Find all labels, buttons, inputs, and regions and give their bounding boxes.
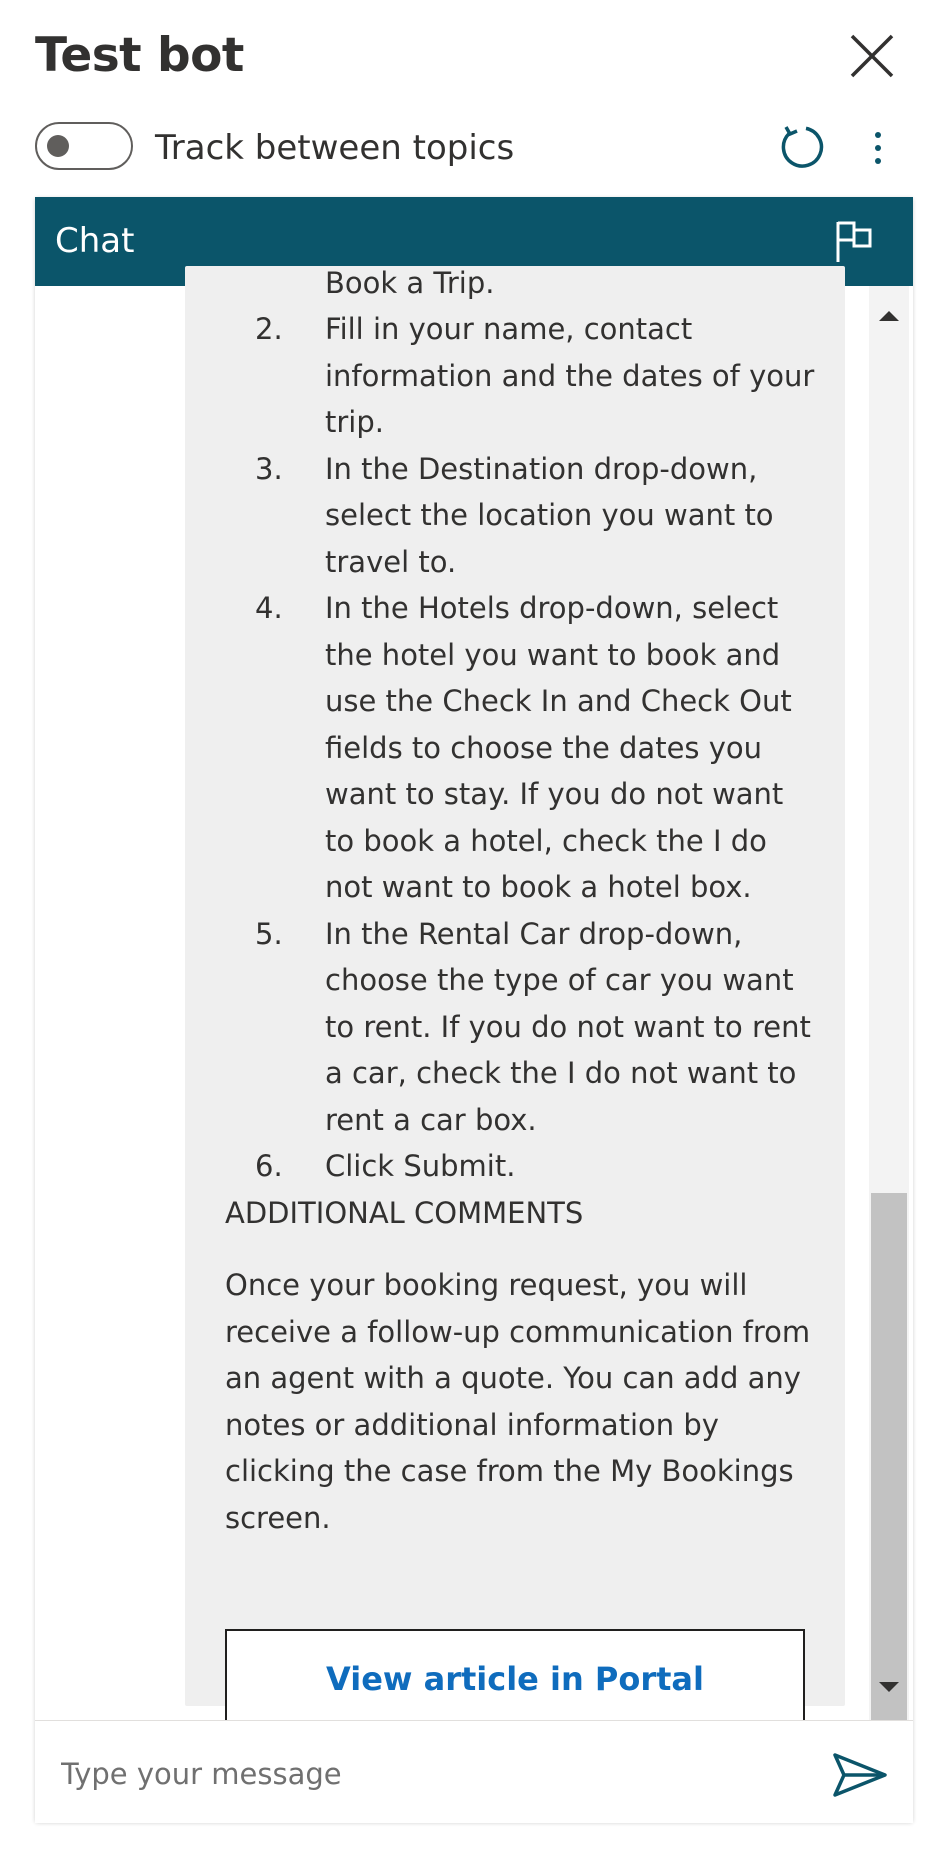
- steps-list: [225, 306, 815, 1190]
- chat-panel: [35, 197, 913, 1822]
- flag-icon: [832, 218, 876, 264]
- more-vertical-icon: [866, 128, 890, 168]
- list-item: 6. Click Submit.: [255, 1149, 516, 1183]
- list-item: 2. Fill in your name, contact information and the dates of your trip.: [255, 312, 815, 439]
- message-composer: [35, 1720, 913, 1823]
- scrollbar[interactable]: [869, 286, 909, 1720]
- message-list[interactable]: [35, 266, 913, 1720]
- list-item: 4. In the Hotels drop-down, select the hotel you want to book and use the Check In and Check Out fields to choose the dates you want to stay. If you do not want to book a hotel, check the I do not want to book a hotel box.: [255, 591, 792, 904]
- list-item: 3. In the Destination drop-down, select the location you want to travel to.: [255, 451, 774, 579]
- refresh-button[interactable]: [780, 124, 826, 170]
- partial-line: Book a Trip.: [325, 266, 495, 300]
- scroll-thumb[interactable]: [871, 1193, 907, 1729]
- close-icon: [846, 30, 898, 82]
- section-title: ADDITIONAL COMMENTS: [225, 1195, 584, 1230]
- caret-up-icon: [877, 308, 901, 324]
- flag-button[interactable]: [832, 218, 876, 264]
- message-content: [225, 266, 815, 1541]
- send-button[interactable]: [832, 1751, 888, 1799]
- page-title: Test bot: [35, 28, 244, 83]
- track-topics-label: Track between topics: [155, 128, 515, 168]
- scroll-up-button[interactable]: [877, 308, 901, 324]
- refresh-icon: [780, 124, 826, 170]
- bot-message: [185, 266, 845, 1706]
- send-icon: [832, 1751, 888, 1799]
- caret-down-icon: [877, 1679, 901, 1695]
- view-article-button[interactable]: View article in Portal: [225, 1629, 805, 1730]
- close-button[interactable]: [846, 30, 898, 82]
- scroll-down-button[interactable]: [877, 1679, 901, 1695]
- more-options-button[interactable]: [866, 128, 890, 168]
- message-input[interactable]: [59, 1745, 823, 1803]
- comments-paragraph: Once your booking request, you will receive a follow-up communication from an agent with a quote. You can add any notes or additional information by clicking the case from the My Bookings screen.: [225, 1268, 811, 1535]
- list-item: 5. In the Rental Car drop-down, choose the type of car you want to rent. If you do not want to rent a car, check the I do not want to rent a car box.: [255, 916, 811, 1137]
- chat-title: Chat: [55, 221, 135, 261]
- track-topics-toggle[interactable]: [35, 122, 133, 170]
- toggle-knob: [47, 135, 69, 157]
